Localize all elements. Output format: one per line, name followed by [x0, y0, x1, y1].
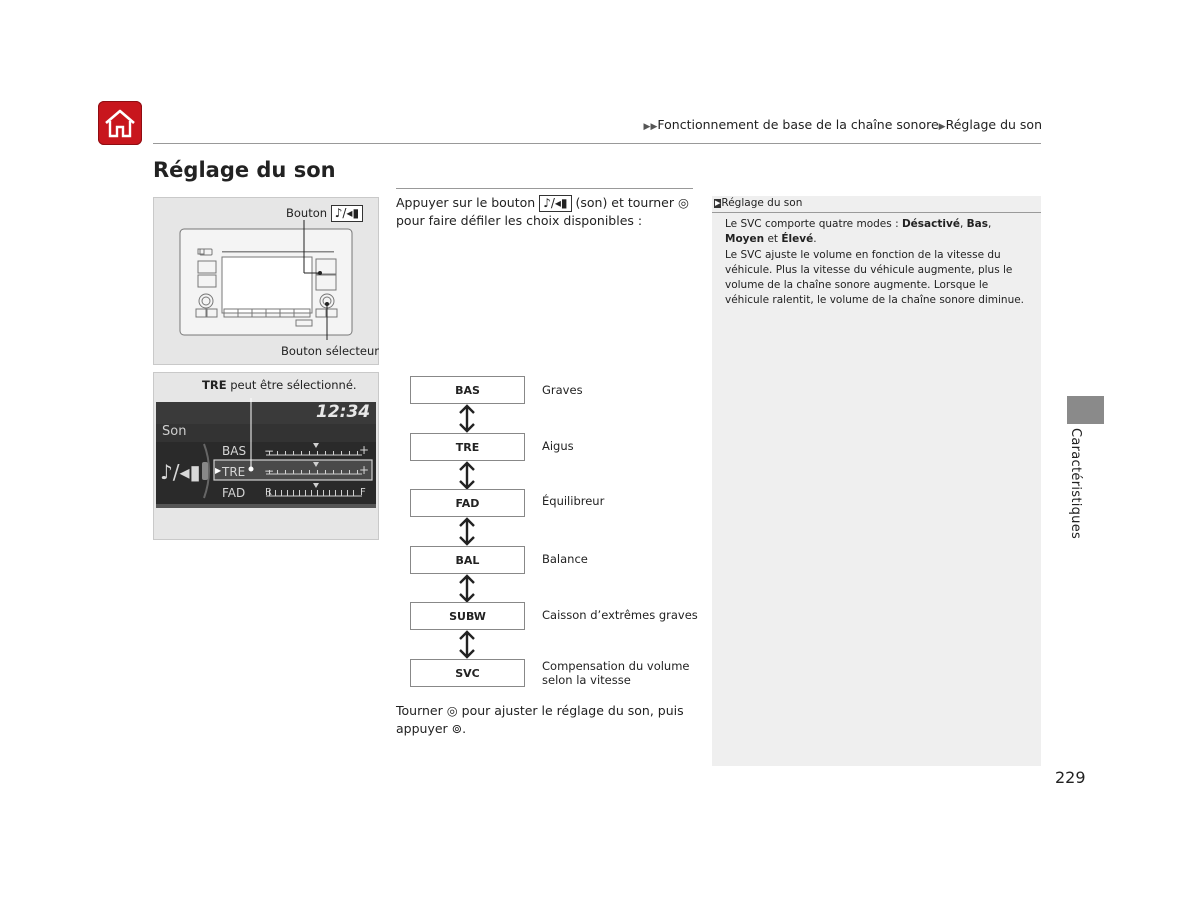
step-desc: Graves	[542, 383, 583, 397]
step-tre: TRE	[410, 433, 525, 461]
breadcrumb-item-current: Réglage du son	[945, 117, 1042, 132]
tre-row-label: TRE	[222, 465, 246, 479]
chapter-label: Caractéristiques	[1068, 428, 1083, 540]
step-desc: Compensation du volume selon la vitesse	[542, 659, 690, 687]
button-label: Bouton ♪/◂▮	[286, 205, 363, 222]
up-down-arrow-icon	[456, 574, 478, 603]
step-desc: Équilibreur	[542, 494, 605, 508]
page-title: Réglage du son	[153, 158, 336, 182]
fad-row-label: FAD	[222, 486, 246, 500]
plus-glyph: +	[359, 463, 370, 477]
knob-icon: ◎	[446, 703, 458, 718]
clock: 12:34	[316, 402, 371, 422]
step-desc: Caisson d’extrêmes graves	[542, 608, 698, 622]
breadcrumb-item[interactable]: Fonctionnement de base de la chaîne sonore	[657, 117, 939, 132]
music-volume-icon: ♪/◂▮	[160, 460, 201, 484]
home-button[interactable]	[98, 101, 142, 145]
selection-pointer-icon: ▶	[215, 466, 222, 475]
note-body: Le SVC comporte quatre modes : Désactivé, Bas, Moyen et Élevé. Le SVC ajuste le volume en fonction de la vitesse du véhicule. Plus la vitesse du véhicule augmente, plus le volume de la chaîne sonore augmente. Lorsque le véhicule ralentit, le volume de la chaîne sonore diminue.	[725, 218, 1025, 307]
up-down-arrow-icon	[456, 517, 478, 546]
display-figure	[153, 372, 379, 540]
up-down-arrow-icon	[456, 461, 478, 490]
outro-text: Tourner ◎ pour ajuster le réglage du son, puis appuyer ⊚.	[396, 703, 684, 736]
front-glyph: F	[360, 487, 366, 498]
home-icon	[103, 107, 137, 139]
selector-label: Bouton sélecteur	[281, 344, 379, 358]
music-volume-icon: ♪/◂▮	[539, 195, 571, 212]
knob-press-icon: ⊚	[451, 721, 463, 736]
step-bas: BAS	[410, 376, 525, 404]
minus-glyph: −	[264, 464, 275, 478]
reference-arrow-icon: ▶	[715, 199, 721, 207]
note-heading: ▶Réglage du son	[712, 196, 1041, 213]
music-volume-icon: ♪/◂▮	[331, 205, 363, 222]
header-divider	[153, 143, 1041, 144]
intro-text: Appuyer sur le bouton ♪/◂▮ (son) et tourner ◎ pour faire défiler les choix disponibles :	[396, 195, 689, 228]
bas-row-label: BAS	[222, 444, 247, 458]
page-number: 229	[1055, 768, 1086, 787]
up-down-arrow-icon	[456, 630, 478, 659]
minus-glyph: −	[264, 444, 275, 458]
step-desc: Balance	[542, 552, 588, 566]
step-bal: BAL	[410, 546, 525, 574]
screen-title: Son	[162, 424, 187, 439]
step-subw: SUBW	[410, 602, 525, 630]
plus-glyph: +	[359, 443, 370, 457]
breadcrumb: ▶▶Fonctionnement de base de la chaîne sonore▶Réglage du son	[643, 117, 1042, 132]
step-fad: FAD	[410, 489, 525, 517]
chapter-tab[interactable]	[1067, 396, 1104, 424]
rear-glyph: R	[265, 487, 272, 498]
step-svc: SVC	[410, 659, 525, 687]
display-caption: TRE peut être sélectionné.	[202, 378, 357, 392]
knob-icon: ◎	[678, 195, 689, 210]
step-desc: Aigus	[542, 439, 574, 453]
audio-unit-figure	[153, 197, 379, 365]
column-divider	[396, 188, 693, 189]
up-down-arrow-icon	[456, 404, 478, 433]
